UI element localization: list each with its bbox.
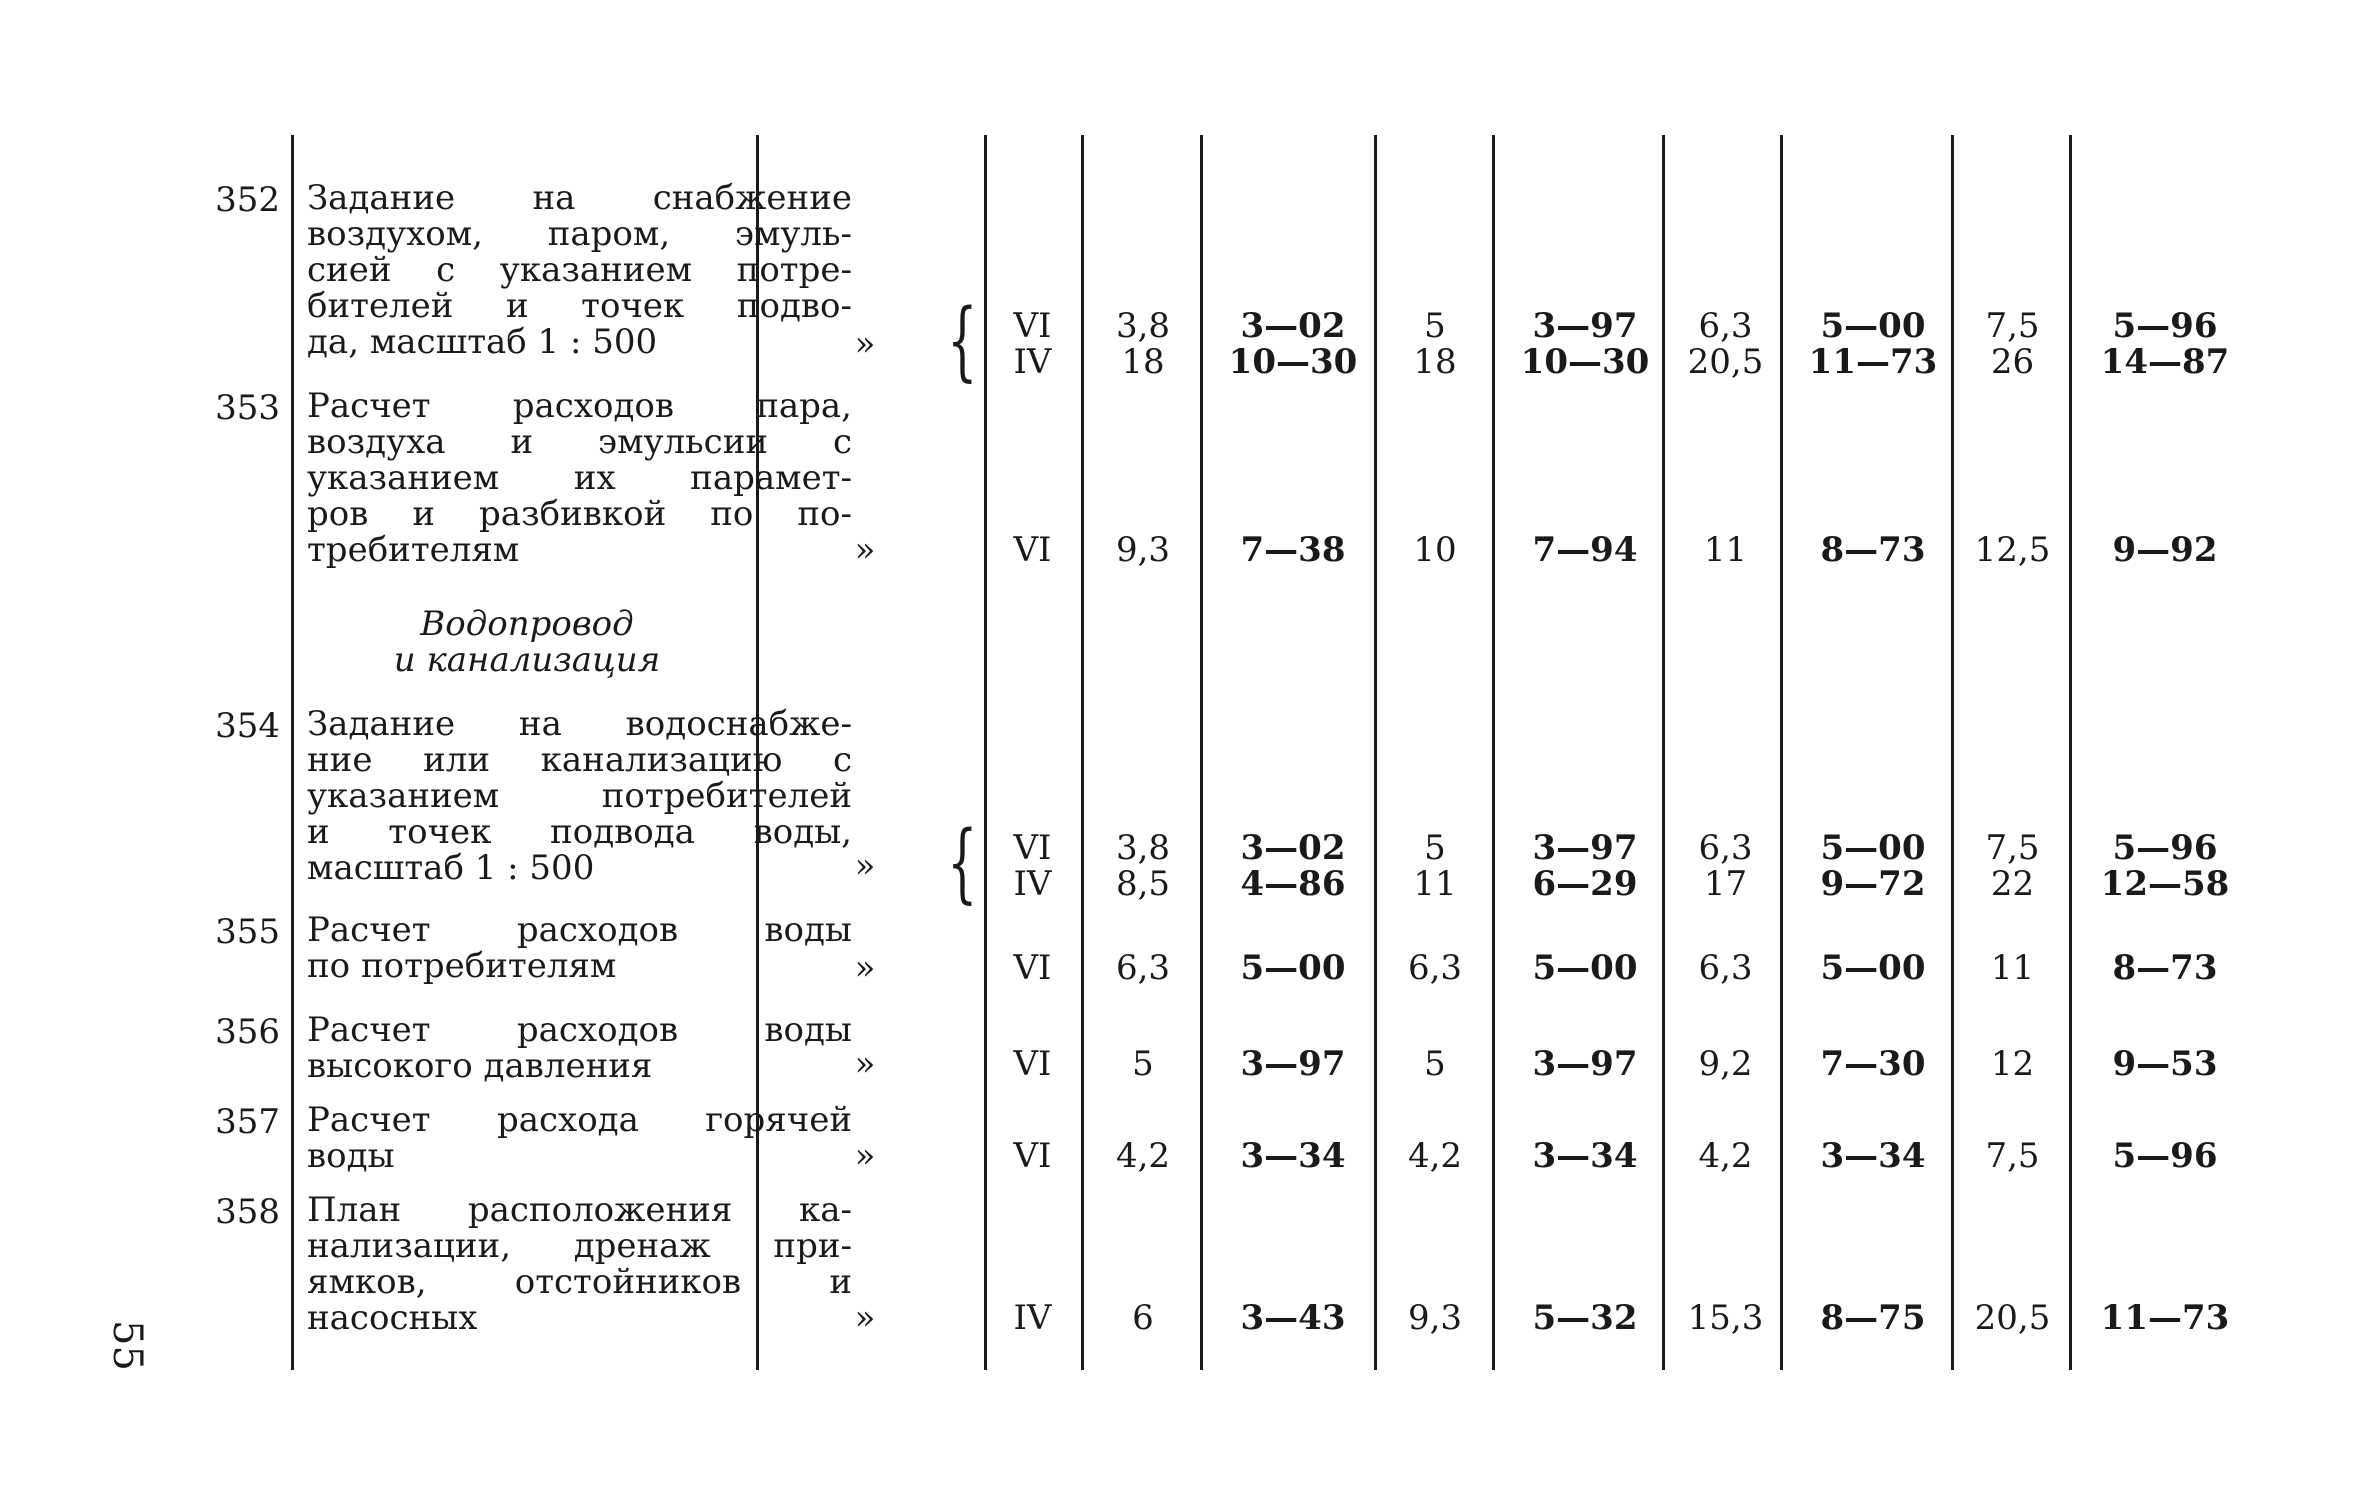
table-cell-p2	[1510, 1046, 1660, 1082]
cell-value: 7,5	[1985, 1136, 2040, 1176]
cell-value: 11—73	[2100, 1298, 2230, 1338]
ditto-mark: »	[854, 324, 876, 364]
table-cell-p4	[2085, 1300, 2245, 1336]
cell-value: VI	[1013, 530, 1052, 570]
cell-value: 4,2	[1407, 1136, 1463, 1176]
table-cell-p3	[1798, 532, 1948, 568]
cell-value: 7,5	[1985, 306, 2040, 346]
table-cell-p1	[1218, 1046, 1368, 1082]
cell-value: 12	[1990, 1044, 2035, 1084]
table-cell-v4	[1965, 308, 2060, 380]
description-line: Расчет расходов воды	[307, 1010, 852, 1050]
table-cell-v1	[1098, 1300, 1188, 1336]
cell-value: 7—38	[1240, 530, 1346, 570]
cell-value: 14—87	[2100, 342, 2230, 382]
table-cell-v3	[1678, 1300, 1773, 1336]
column-rule	[984, 135, 987, 1370]
description-line: Задание на снабжение	[307, 178, 852, 218]
table-cell-p1	[1218, 1138, 1368, 1174]
cell-value: 18	[1413, 342, 1457, 382]
cell-value: 8—75	[1820, 1298, 1926, 1338]
cell-value: 10—30	[1520, 342, 1650, 382]
description-line: Расчет расхода горячей	[307, 1100, 852, 1140]
table-cell-v3	[1678, 532, 1773, 568]
cell-value: 20,5	[1974, 1298, 2051, 1338]
cell-value: 11—73	[1808, 342, 1938, 382]
column-rule	[1081, 135, 1084, 1370]
cell-value: 5—96	[2112, 306, 2218, 346]
table-cell-p4	[2085, 308, 2245, 380]
column-rule	[2069, 135, 2072, 1370]
cell-value: 5	[1424, 306, 1446, 346]
cell-value: 5	[1132, 1044, 1154, 1084]
row-description	[307, 1102, 852, 1174]
row-description	[307, 706, 852, 886]
cell-value: VI	[1013, 828, 1052, 868]
table-cell-v2	[1390, 532, 1480, 568]
table-cell-v1	[1098, 950, 1188, 986]
table-cell-v1	[1098, 308, 1188, 380]
table-cell-p1	[1218, 532, 1368, 568]
cell-value: 9,2	[1698, 1044, 1753, 1084]
description-line: воздухом, паром, эмуль-	[307, 214, 852, 254]
table-cell-p4	[2085, 532, 2245, 568]
table-cell-v4	[1965, 1300, 2060, 1336]
cell-value: 5—96	[2112, 1136, 2218, 1176]
description-line: нализации, дренаж при-	[307, 1226, 852, 1266]
brace-mark: {	[947, 291, 978, 391]
ditto-mark: »	[854, 530, 876, 570]
description-line: ров и разбивкой по по-	[307, 494, 852, 534]
table-cell-v2	[1390, 950, 1480, 986]
cell-value: IV	[1013, 864, 1052, 904]
cell-value: 5—00	[1240, 948, 1346, 988]
cell-value: 3—97	[1240, 1044, 1346, 1084]
cell-value: 6,3	[1115, 948, 1171, 988]
cell-value: 5—00	[1820, 948, 1926, 988]
table-cell-cat	[1000, 830, 1065, 902]
table-cell-v4	[1965, 950, 2060, 986]
brace-mark: {	[947, 813, 978, 913]
ditto-mark: »	[854, 1298, 876, 1338]
cell-value: 3—97	[1532, 306, 1638, 346]
cell-value: VI	[1013, 306, 1052, 346]
cell-value: 3—02	[1240, 828, 1346, 868]
cell-value: 5	[1424, 828, 1446, 868]
cell-value: 10	[1413, 530, 1457, 570]
cell-value: 11	[1413, 864, 1457, 904]
table-cell-p1	[1218, 1300, 1368, 1336]
description-line: масштаб 1 : 500	[307, 848, 595, 888]
description-line: да, масштаб 1 : 500	[307, 322, 658, 362]
cell-value: 6,3	[1698, 306, 1753, 346]
table-cell-v2	[1390, 830, 1480, 902]
table-cell-v4	[1965, 830, 2060, 902]
table-cell-p3	[1798, 1046, 1948, 1082]
cell-value: 8—73	[1820, 530, 1926, 570]
cell-value: 3—34	[1820, 1136, 1926, 1176]
cell-value: 6	[1132, 1298, 1154, 1338]
cell-value: 7—94	[1532, 530, 1638, 570]
cell-value: 3—34	[1532, 1136, 1638, 1176]
table-cell-v1	[1098, 1138, 1188, 1174]
description-line: высокого давления	[307, 1046, 653, 1086]
cell-value: 12—58	[2100, 864, 2230, 904]
table-cell-p2	[1510, 950, 1660, 986]
cell-value: 8—73	[2112, 948, 2218, 988]
table-cell-v2	[1390, 1046, 1480, 1082]
row-description	[307, 912, 852, 984]
cell-value: 22	[1990, 864, 2035, 904]
row-description	[307, 1012, 852, 1084]
cell-value: 18	[1121, 342, 1165, 382]
cell-value: 9—92	[2112, 530, 2218, 570]
cell-value: 5—96	[2112, 828, 2218, 868]
cell-value: 5—00	[1820, 306, 1926, 346]
table-cell-p3	[1798, 950, 1948, 986]
description-line: Расчет расходов пара,	[307, 386, 852, 426]
page-number: 55	[104, 1320, 150, 1371]
cell-value: 4,2	[1698, 1136, 1753, 1176]
cell-value: VI	[1013, 1044, 1052, 1084]
row-description	[307, 180, 852, 360]
description-line: указанием их парамет-	[307, 458, 852, 498]
cell-value: 6—29	[1532, 864, 1638, 904]
table-cell-v3	[1678, 950, 1773, 986]
description-line: насосных	[307, 1298, 478, 1338]
description-line: воды	[307, 1136, 395, 1176]
table-cell-p3	[1798, 1138, 1948, 1174]
table-cell-v4	[1965, 1046, 2060, 1082]
table-cell-cat	[1000, 1046, 1065, 1082]
table-cell-p2	[1510, 308, 1660, 380]
cell-value: 11	[1990, 948, 2035, 988]
cell-value: 3—43	[1240, 1298, 1346, 1338]
cell-value: 5	[1424, 1044, 1446, 1084]
cell-value: 20,5	[1687, 342, 1764, 382]
cell-value: 5—32	[1532, 1298, 1638, 1338]
table-cell-p3	[1798, 1300, 1948, 1336]
description-line: бителей и точек подво-	[307, 286, 852, 326]
table-cell-v1	[1098, 830, 1188, 902]
ditto-mark: »	[854, 948, 876, 988]
column-rule	[291, 135, 294, 1370]
description-line: План расположения ка-	[307, 1190, 852, 1230]
table-cell-cat	[1000, 532, 1065, 568]
table-cell-v3	[1678, 1046, 1773, 1082]
table-cell-v2	[1390, 308, 1480, 380]
ditto-mark: »	[854, 1044, 876, 1084]
description-line: воздуха и эмульсии с	[307, 422, 852, 462]
cell-value: 3,8	[1115, 828, 1171, 868]
section-heading-line: Водопровод	[420, 604, 634, 644]
description-line: Расчет расходов воды	[307, 910, 852, 950]
cell-value: 3—34	[1240, 1136, 1346, 1176]
section-heading-line: и канализация	[393, 640, 661, 680]
ditto-mark: »	[854, 846, 876, 886]
table-cell-p1	[1218, 830, 1368, 902]
table-cell-v1	[1098, 532, 1188, 568]
table-cell-cat	[1000, 1138, 1065, 1174]
table-cell-p2	[1510, 1300, 1660, 1336]
cell-value: 5—00	[1820, 828, 1926, 868]
table-cell-cat	[1000, 1300, 1065, 1336]
cell-value: 3—97	[1532, 1044, 1638, 1084]
table-cell-p4	[2085, 1138, 2245, 1174]
table-cell-p2	[1510, 532, 1660, 568]
cell-value: 4—86	[1240, 864, 1346, 904]
row-number: 356	[215, 1012, 280, 1052]
cell-value: IV	[1013, 342, 1052, 382]
table-cell-v4	[1965, 532, 2060, 568]
description-line: требителям	[307, 530, 520, 570]
column-rule	[1780, 135, 1783, 1370]
table-cell-p1	[1218, 950, 1368, 986]
description-line: ние или канализацию с	[307, 740, 852, 780]
column-rule	[1492, 135, 1495, 1370]
row-number: 352	[215, 180, 280, 220]
table-cell-p2	[1510, 1138, 1660, 1174]
table-cell-cat	[1000, 950, 1065, 986]
cell-value: 3,8	[1115, 306, 1171, 346]
cell-value: 12,5	[1974, 530, 2051, 570]
table-cell-p3	[1798, 830, 1948, 902]
description-line: по потребителям	[307, 946, 617, 986]
column-rule	[1951, 135, 1954, 1370]
cell-value: 6,3	[1407, 948, 1463, 988]
description-line: сией с указанием потре-	[307, 250, 852, 290]
cell-value: 8,5	[1115, 864, 1171, 904]
cell-value: 9,3	[1115, 530, 1171, 570]
cell-value: 17	[1703, 864, 1748, 904]
column-rule	[1374, 135, 1377, 1370]
cell-value: 10—30	[1228, 342, 1358, 382]
description-line: Задание на водоснабже-	[307, 704, 852, 744]
table-cell-p2	[1510, 830, 1660, 902]
cell-value: 3—02	[1240, 306, 1346, 346]
row-number: 354	[215, 706, 280, 746]
description-line: и точек подвода воды,	[307, 812, 852, 852]
table-cell-cat	[1000, 308, 1065, 380]
column-rule	[1200, 135, 1203, 1370]
cell-value: 3—97	[1532, 828, 1638, 868]
description-line: ямков, отстойников и	[307, 1262, 852, 1302]
cell-value: 11	[1703, 530, 1748, 570]
table-cell-p4	[2085, 830, 2245, 902]
row-description	[307, 388, 852, 568]
cell-value: 6,3	[1698, 948, 1753, 988]
description-line: указанием потребителей	[307, 776, 852, 816]
table-cell-p3	[1798, 308, 1948, 380]
cell-value: 7,5	[1985, 828, 2040, 868]
table-cell-v3	[1678, 308, 1773, 380]
cell-value: VI	[1013, 948, 1052, 988]
table-cell-p4	[2085, 950, 2245, 986]
table-cell-v4	[1965, 1138, 2060, 1174]
cell-value: 5—00	[1532, 948, 1638, 988]
cell-value: 4,2	[1115, 1136, 1171, 1176]
row-number: 358	[215, 1192, 280, 1232]
table-cell-p1	[1218, 308, 1368, 380]
cell-value: 26	[1990, 342, 2035, 382]
row-number: 357	[215, 1102, 280, 1142]
section-heading	[232, 606, 822, 678]
cell-value: VI	[1013, 1136, 1052, 1176]
table-cell-p4	[2085, 1046, 2245, 1082]
ditto-mark: »	[854, 1136, 876, 1176]
cell-value: 7—30	[1820, 1044, 1926, 1084]
row-number: 353	[215, 388, 280, 428]
cell-value: IV	[1013, 1298, 1052, 1338]
cell-value: 9—72	[1820, 864, 1926, 904]
table-cell-v3	[1678, 830, 1773, 902]
row-description	[307, 1192, 852, 1336]
table-cell-v1	[1098, 1046, 1188, 1082]
cell-value: 9,3	[1407, 1298, 1463, 1338]
cell-value: 15,3	[1687, 1298, 1764, 1338]
row-number: 355	[215, 912, 280, 952]
table-cell-v2	[1390, 1138, 1480, 1174]
cell-value: 9—53	[2112, 1044, 2218, 1084]
table-cell-v2	[1390, 1300, 1480, 1336]
table-cell-v3	[1678, 1138, 1773, 1174]
column-rule	[1662, 135, 1665, 1370]
cell-value: 6,3	[1698, 828, 1753, 868]
